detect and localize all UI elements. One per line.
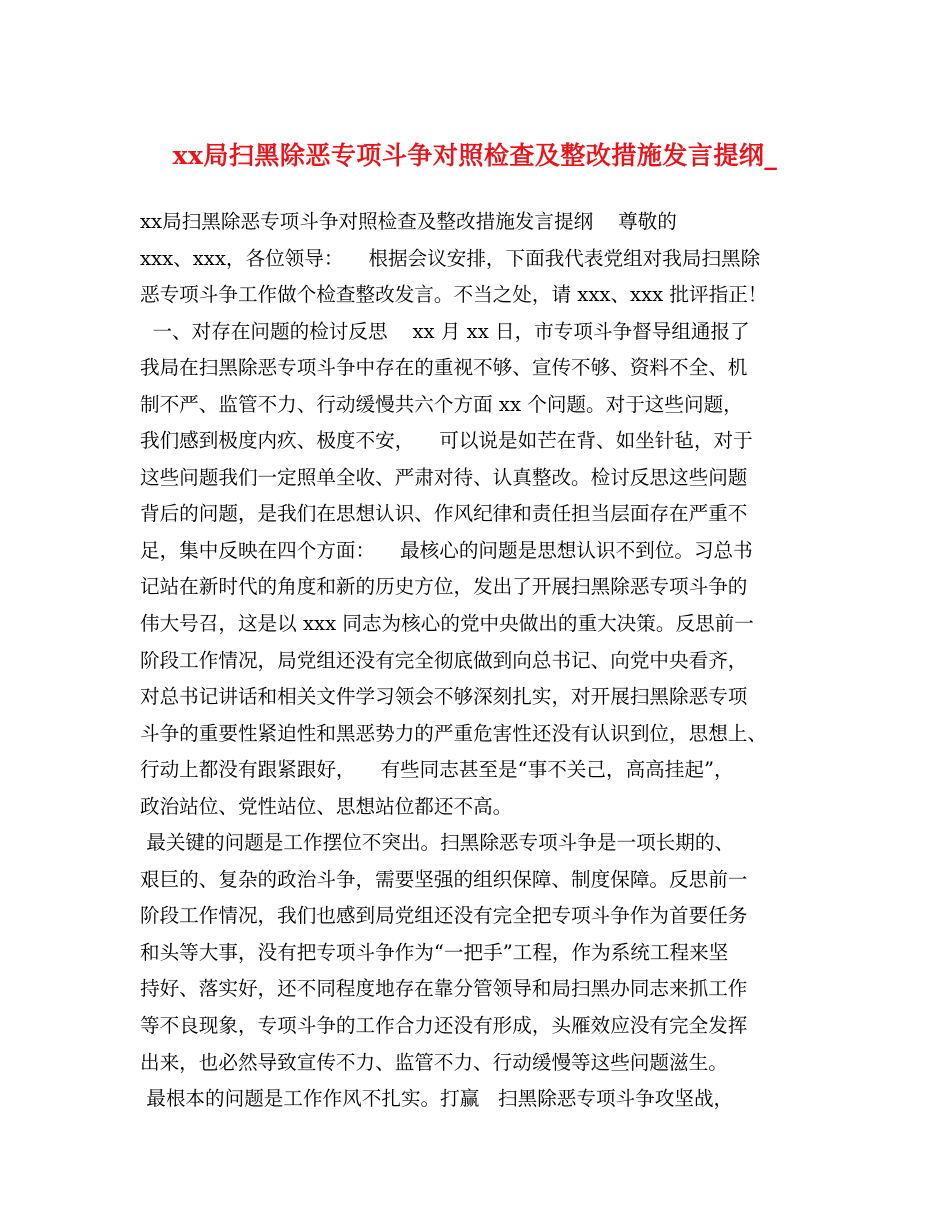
document-body <box>140 204 830 1118</box>
body-line: 最关键的问题是工作摆位不突出。扫黑除恶专项斗争是一项长期的、 <box>140 831 735 855</box>
body-line: 一、对存在问题的检讨反思 xx 月 xx 日，市专项斗争督导组通报了 <box>140 319 750 343</box>
body-line: 阶段工作情况，局党组还没有完全彻底做到向总书记、向党中央看齐， <box>140 648 748 672</box>
body-line: 最根本的问题是工作作风不扎实。打赢 扫黑除恶专项斗争攻坚战， <box>140 1087 734 1111</box>
body-line: 制不严、监管不力、行动缓慢共六个方面 xx 个问题。对于这些问题， <box>140 392 743 416</box>
body-line: 政治站位、党性站位、思想站位都还不高。 <box>140 794 513 818</box>
body-line: 对总书记讲话和相关文件学习领会不够深刻扎实，对开展扫黑除恶专项 <box>140 685 748 709</box>
body-line: 伟大号召，这是以 xxx 同志为核心的党中央做出的重大决策。反思前一 <box>140 612 754 636</box>
body-line: 持好、落实好，还不同程度地存在靠分管领导和局扫黑办同志来抓工作 <box>140 977 748 1001</box>
body-line: 斗争的重要性紧迫性和黑恶势力的严重危害性还没有认识到位，思想上、 <box>140 721 767 745</box>
body-line: 记站在新时代的角度和新的历史方位，发出了开展扫黑除恶专项斗争的 <box>140 575 748 599</box>
body-line: 恶专项斗争工作做个检查整改发言。不当之处，请 xxx、xxx 批评指正！ <box>140 283 768 307</box>
document-title: xx局扫黑除恶专项斗争对照检查及整改措施发言提纲_ <box>172 141 778 170</box>
body-line: xx局扫黑除恶专项斗争对照检查及整改措施发言提纲 尊敬的 <box>140 210 677 233</box>
body-line: 等不良现象，专项斗争的工作合力还没有形成，头雁效应没有完全发挥 <box>140 1014 748 1038</box>
body-line: 艰巨的、复杂的政治斗争，需要坚强的组织保障、制度保障。反思前一 <box>140 867 748 891</box>
body-line: 这些问题我们一定照单全收、严肃对待、认真整改。检讨反思这些问题 <box>140 465 748 489</box>
body-line: 出来，也必然导致宣传不力、监管不力、行动缓慢等这些问题滋生。 <box>140 1050 728 1074</box>
body-line: 行动上都没有跟紧跟好， 有些同志甚至是“事不关己，高高挂起”， <box>140 758 734 782</box>
body-line: xxx、xxx，各位领导： 根据会议安排，下面我代表党组对我局扫黑除 <box>140 246 761 270</box>
body-line: 背后的问题，是我们在思想认识、作风纪律和责任担当层面存在严重不 <box>140 502 748 526</box>
body-line: 我局在扫黑除恶专项斗争中存在的重视不够、宣传不够、资料不全、机 <box>140 356 748 380</box>
body-line: 足，集中反映在四个方面： 最核心的问题是思想认识不到位。习总书 <box>140 538 753 562</box>
body-line: 和头等大事，没有把专项斗争作为“一把手”工程，作为系统工程来坚 <box>140 940 729 964</box>
body-line: 阶段工作情况，我们也感到局党组还没有完全把专项斗争作为首要任务 <box>140 904 748 928</box>
body-line: 我们感到极度内疚、极度不安， 可以说是如芒在背、如坐针毡，对于 <box>140 429 753 453</box>
